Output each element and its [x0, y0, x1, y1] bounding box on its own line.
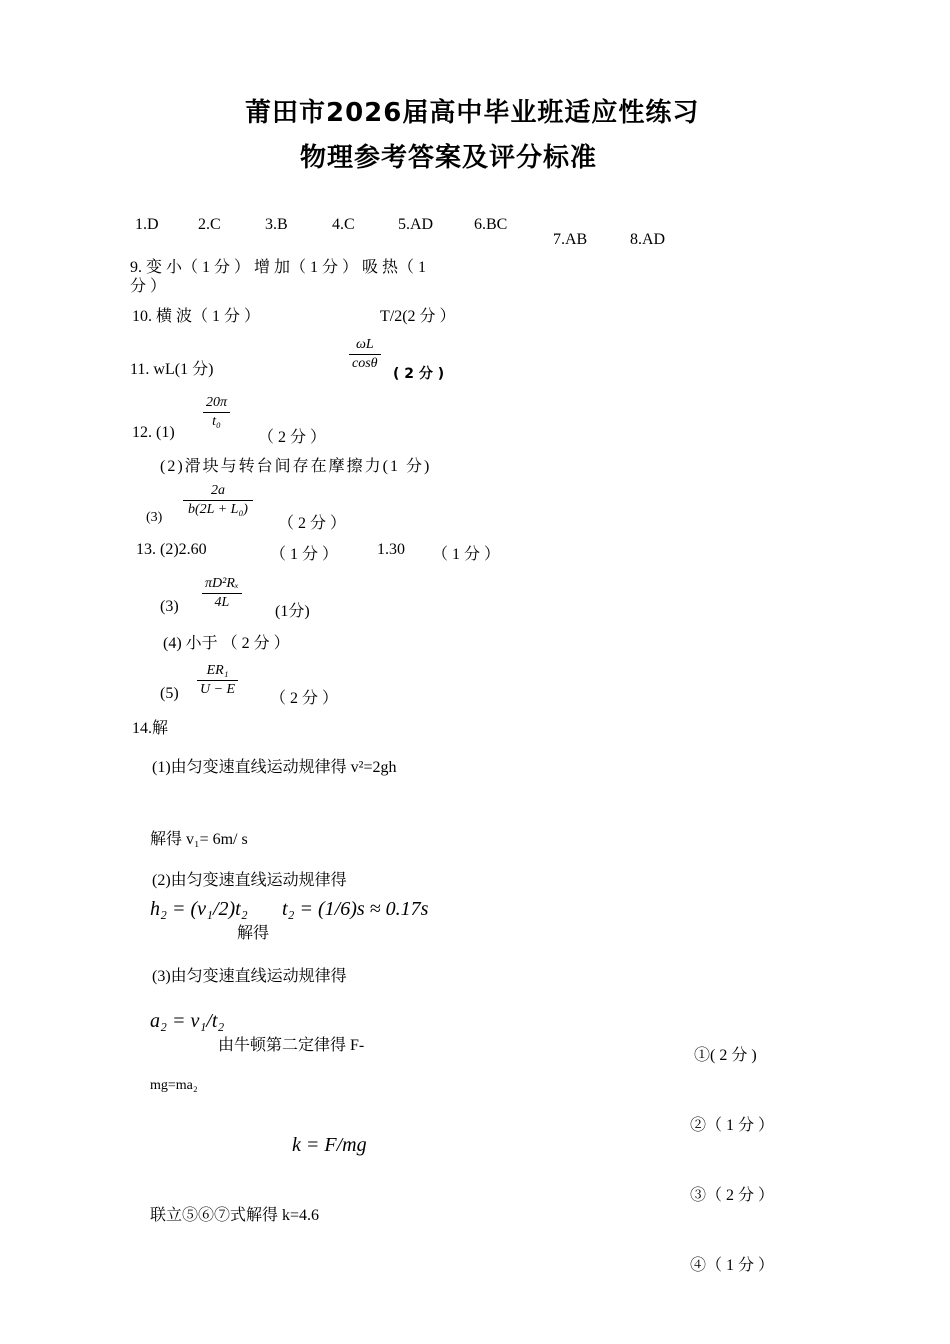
q14-k-equation: k = F/mg — [292, 1134, 367, 1156]
q12-label: 12. (1) — [132, 424, 175, 441]
q13-score-2b: （ 1 分 ） — [432, 546, 501, 563]
q13-part2-a: 13. (2)2.60 — [136, 541, 207, 558]
q13-part2-b: 1.30 — [377, 541, 405, 558]
q13-score-2a: （ 1 分 ） — [270, 546, 339, 563]
choice-answer: 5.AD — [398, 216, 434, 233]
q14-part1-result: 解得 v₁= 6m/ s — [150, 831, 248, 848]
page-subtitle: 物理参考答案及评分标准 — [300, 143, 598, 173]
q9-answer: 9. 变 小（ 1 分 ） 增 加（ 1 分 ） 吸 热（ 1 — [130, 259, 427, 276]
q14-part2-equation-b: t₂ = (1/6)s ≈ 0.17s — [282, 898, 429, 920]
q14-score-4: ④（ 1 分 ） — [690, 1257, 775, 1274]
q14-part3: (3)由匀变速直线运动规律得 — [152, 968, 347, 985]
q11-fraction: ωL cosθ — [349, 336, 381, 373]
q14-part3-equation: a₂ = v₁/t₂ — [150, 1010, 225, 1032]
q14-score-1: ①( 2 分 ) — [694, 1047, 757, 1064]
q12-label-3: (3) — [146, 510, 163, 525]
choice-answer: 4.C — [332, 216, 355, 233]
choice-answer: 7.AB — [553, 231, 588, 248]
choice-answer: 1.D — [135, 216, 159, 233]
q9-answer-cont: 分 ） — [130, 278, 167, 295]
q13-score-3: (1分) — [275, 603, 310, 620]
q12-score-1: （ 2 分 ） — [258, 429, 327, 446]
choice-answer: 8.AD — [630, 231, 666, 248]
q11-answer-a: 11. wL(1 分) — [130, 361, 214, 378]
q10-answer-a: 10. 横 波（ 1 分 ） — [132, 308, 261, 325]
q11-score: ( 2 分 ) — [393, 366, 445, 382]
q12-part2: (2)滑块与转台间存在摩擦力(1 分) — [160, 458, 432, 475]
choice-answer: 2.C — [198, 216, 221, 233]
q13-fraction-5: ER₁ U − E — [197, 662, 238, 699]
choice-answer: 3.B — [265, 216, 288, 233]
q14-label: 14.解 — [132, 720, 169, 737]
q14-part1: (1)由匀变速直线运动规律得 v²=2gh — [152, 759, 397, 776]
q13-score-5: （ 2 分 ） — [270, 690, 339, 707]
choice-answer: 6.BC — [474, 216, 508, 233]
q12-fraction-1: 20π t₀ — [203, 394, 230, 431]
q14-part3-text-cont: mg=ma₂ — [150, 1078, 198, 1093]
q14-part2-equation-a: h₂ = (v₁/2)t₂ — [150, 898, 248, 920]
q14-score-3: ③（ 2 分 ） — [690, 1187, 775, 1204]
q13-fraction-3: πD²Rₓ 4L — [202, 575, 242, 612]
q14-score-2: ②（ 1 分 ） — [690, 1117, 775, 1134]
q13-part4: (4) 小于 （ 2 分 ） — [163, 635, 290, 652]
page-title: 莆田市2026届高中毕业班适应性练习 — [245, 98, 700, 128]
q13-label-5: (5) — [160, 685, 179, 702]
q12-score-3: （ 2 分 ） — [278, 515, 347, 532]
q14-final: 联立⑤⑥⑦式解得 k=4.6 — [150, 1207, 320, 1224]
q14-part2: (2)由匀变速直线运动规律得 — [152, 872, 347, 889]
q14-part3-text: 由牛顿第二定律得 F- — [218, 1037, 365, 1054]
q12-fraction-3: 2a b(2L + L₀) — [183, 482, 253, 519]
q10-answer-b: T/2(2 分 ） — [380, 308, 456, 325]
q14-part2-mid: 解得 — [237, 925, 270, 942]
q13-label-3: (3) — [160, 598, 179, 615]
